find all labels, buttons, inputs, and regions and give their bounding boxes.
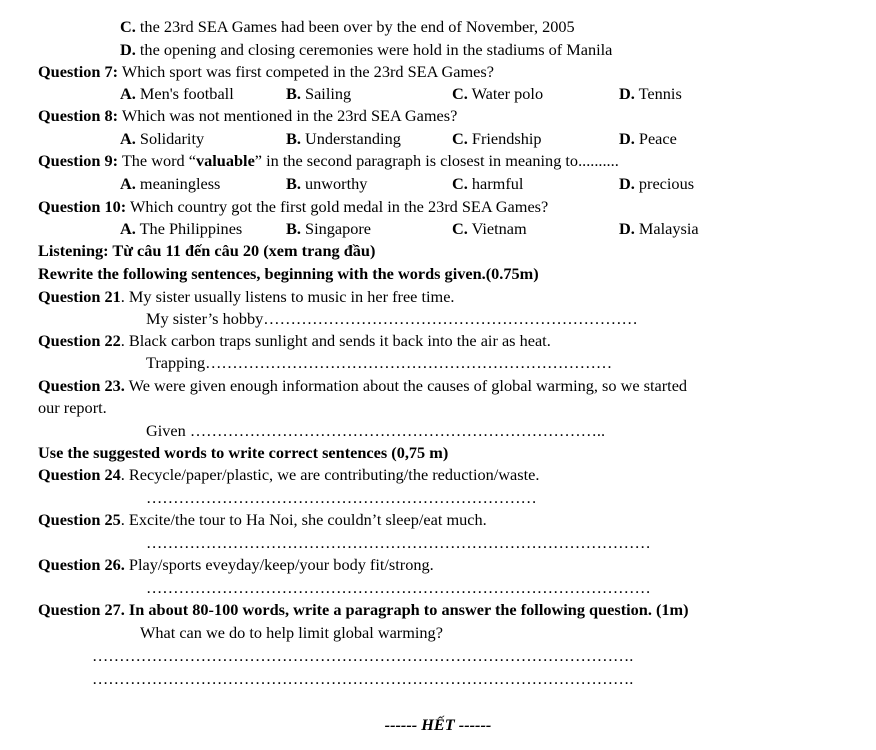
option-c: C. Vietnam (452, 219, 527, 238)
answer-line-22[interactable]: Trapping………………………………………………………………… (146, 353, 613, 372)
option-b: B. Understanding (286, 129, 401, 148)
question-24: Question 24. Recycle/paper/plastic, we are contributing/the reduction/waste. (38, 465, 540, 484)
option-b: B. Singapore (286, 219, 372, 238)
option-d: D. Tennis (619, 84, 682, 103)
option-b: B. unworthy (286, 174, 368, 193)
option-c-q6: C. the 23rd SEA Games had been over by the end of November, 2005 (120, 17, 575, 36)
option-d-q6: D. the opening and closing ceremonies were hold in the stadiums of Manila (120, 40, 613, 59)
question-9: Question 9: The word “valuable” in the second paragraph is closest in meaning to.......... (38, 151, 619, 170)
question-10: Question 10: Which country got the first gold medal in the 23rd SEA Games? (38, 197, 549, 216)
option-d: D. precious (619, 174, 695, 193)
end-marker: ------ HẾT ------ (384, 715, 492, 734)
option-c: C. Water polo (452, 84, 544, 103)
answer-line-24[interactable]: ……………………………………………………………… (146, 488, 537, 507)
option-c: C. harmful (452, 174, 524, 193)
question-7: Question 7: Which sport was first competed in the 23rd SEA Games? (38, 62, 494, 81)
option-d: D. Malaysia (619, 219, 699, 238)
answer-line-27b[interactable]: ………………………………………………………………………………………. (92, 669, 634, 688)
answer-line-25[interactable]: ………………………………………………………………………………… (146, 533, 651, 552)
option-b: B. Sailing (286, 84, 352, 103)
question-8: Question 8: Which was not mentioned in the 23rd SEA Games? (38, 106, 458, 125)
question-21: Question 21. My sister usually listens to music in her free time. (38, 287, 455, 306)
question-26: Question 26. Play/sports eveyday/keep/your body fit/strong. (38, 555, 434, 574)
option-a: A. meaningless (120, 174, 221, 193)
question-27-prompt: What can we do to help limit global warming? (140, 623, 443, 642)
option-a: A. Men's football (120, 84, 234, 103)
question-25: Question 25. Excite/the tour to Ha Noi, she couldn’t sleep/eat much. (38, 510, 487, 529)
answer-line-23[interactable]: Given ………………………………………………………………….. (146, 421, 606, 440)
option-d: D. Peace (619, 129, 677, 148)
question-27: Question 27. In about 80-100 words, write a paragraph to answer the following question. (1m) (38, 600, 689, 619)
suggested-heading: Use the suggested words to write correct sentences (0,75 m) (38, 443, 449, 462)
listening-heading: Listening: Từ câu 11 đến câu 20 (xem trang đầu) (38, 241, 376, 260)
question-23-continued: our report. (38, 398, 107, 417)
question-23: Question 23. We were given enough information about the causes of global warming, so we started (38, 376, 688, 395)
option-a: A. The Philippines (120, 219, 243, 238)
question-22: Question 22. Black carbon traps sunlight and sends it back into the air as heat. (38, 331, 551, 350)
answer-line-26[interactable]: ………………………………………………………………………………… (146, 578, 651, 597)
answer-line-21[interactable]: My sister’s hobby…………………………………………………………… (146, 309, 638, 328)
option-a: A. Solidarity (120, 129, 205, 148)
option-c: C. Friendship (452, 129, 542, 148)
rewrite-heading: Rewrite the following sentences, beginning with the words given.(0.75m) (38, 264, 539, 283)
answer-line-27a[interactable]: ………………………………………………………………………………………. (92, 646, 634, 665)
